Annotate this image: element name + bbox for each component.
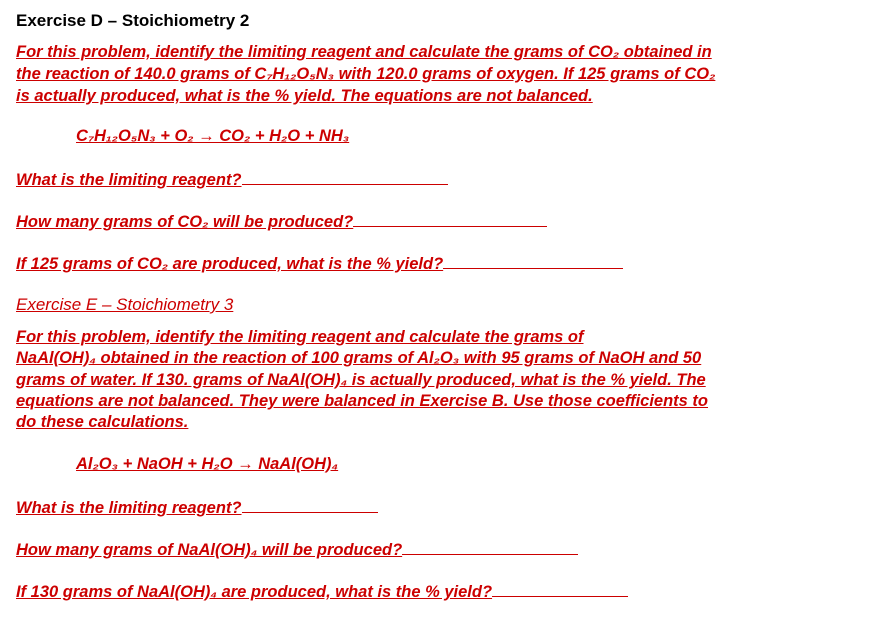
exercise-e-paragraph-line-4: equations are not balanced. They were balanced in Exercise B. Use those coefficients to bbox=[16, 392, 709, 410]
exercise-d-question-3-text: If 125 grams of CO₂ are produced, what is the % yield? bbox=[16, 255, 444, 273]
exercise-e-question-3-text: If 130 grams of NaAl(OH)₄ are produced, what is the % yield? bbox=[16, 583, 493, 601]
exercise-e-question-1-text: What is the limiting reagent? bbox=[16, 499, 242, 517]
exercise-e-paragraph-line-1: For this problem, identify the limiting reagent and calculate the grams of bbox=[16, 328, 584, 346]
exercise-e-question-2-text: How many grams of NaAl(OH)₄ will be produced? bbox=[16, 541, 403, 559]
exercise-d-question-2 bbox=[16, 212, 547, 231]
exercise-e-question-3 bbox=[16, 582, 628, 601]
exercise-d-paragraph-line-3: is actually produced, what is the % yield. The equations are not balanced. bbox=[16, 87, 593, 105]
exercise-e-answer-blank-3[interactable] bbox=[492, 582, 628, 597]
exercise-d-answer-blank-3[interactable] bbox=[443, 254, 623, 269]
exercise-d-question-2-text: How many grams of CO₂ will be produced? bbox=[16, 213, 354, 231]
exercise-e-question-1 bbox=[16, 498, 378, 517]
exercise-d-title: Exercise D – Stoichiometry 2 bbox=[16, 11, 250, 30]
exercise-e-answer-blank-1[interactable] bbox=[242, 498, 378, 513]
exercise-d-answer-blank-1[interactable] bbox=[242, 170, 448, 185]
exercise-e-paragraph-line-3: grams of water. If 130. grams of NaAl(OH)₄ is actually produced, what is the % yield. The bbox=[16, 371, 706, 389]
exercise-d-question-1 bbox=[16, 170, 448, 189]
exercise-e-paragraph-line-5: do these calculations. bbox=[16, 413, 189, 431]
exercise-e-paragraph-line-2: NaAl(OH)₄ obtained in the reaction of 100 grams of Al₂O₃ with 95 grams of NaOH and 50 bbox=[16, 349, 702, 367]
exercise-d-question-3 bbox=[16, 254, 623, 273]
exercise-d-answer-blank-2[interactable] bbox=[353, 212, 547, 227]
exercise-d-paragraph-line-1: For this problem, identify the limiting reagent and calculate the grams of CO₂ obtained in bbox=[16, 43, 712, 61]
exercise-e-title: Exercise E – Stoichiometry 3 bbox=[16, 295, 234, 314]
exercise-e-question-2 bbox=[16, 540, 578, 559]
exercise-d-equation: C₇H₁₂O₅N₃ + O₂ → CO₂ + H₂O + NH₃ bbox=[76, 127, 350, 145]
exercise-e-equation: Al₂O₃ + NaOH + H₂O → NaAl(OH)₄ bbox=[76, 455, 339, 473]
exercise-d-question-1-text: What is the limiting reagent? bbox=[16, 171, 242, 189]
exercise-d-paragraph-line-2: the reaction of 140.0 grams of C₇H₁₂O₅N₃ with 120.0 grams of oxygen. If 125 grams of CO₂ bbox=[16, 65, 716, 83]
exercise-e-answer-blank-2[interactable] bbox=[402, 540, 578, 555]
